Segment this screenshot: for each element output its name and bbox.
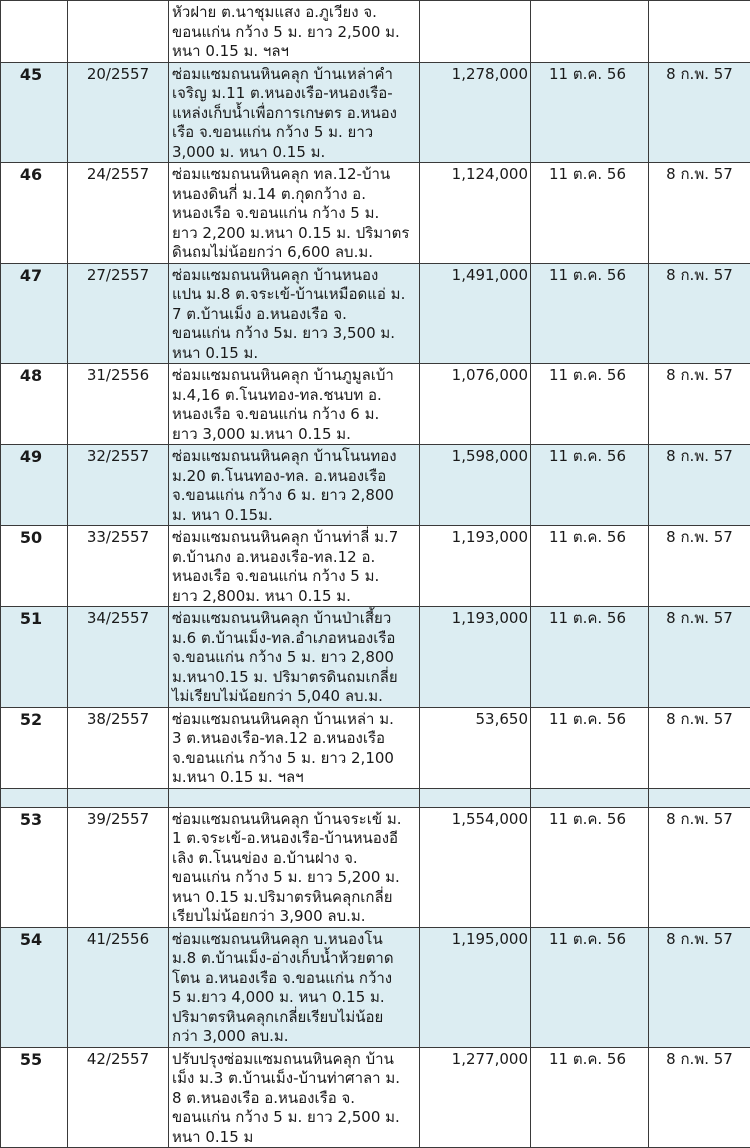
row-number: 45 <box>1 62 68 163</box>
start-date: 11 ต.ค. 56 <box>531 62 649 163</box>
description-line: ขอนแก่น กว้าง 5 ม. ยาว 5,200 ม. <box>172 868 415 888</box>
description-line: หนา 0.15 ม.ปริมาตรหินคลุกเกลี่ย <box>172 888 415 908</box>
project-description <box>169 1047 420 1148</box>
budget-amount: 1,278,000 <box>420 62 531 163</box>
description-line: ซ่อมแซมถนนหินคลุก บ้านภูมูลเบ้า <box>172 366 415 386</box>
description-line: ไม่เรียบไม่น้อยกว่า 5,040 ลบ.ม. <box>172 687 415 707</box>
description-line: จ.ขอนแก่น กว้าง 5 ม. ยาว 2,800 <box>172 648 415 668</box>
description-line: ขอนแก่น กว้าง 5ม. ยาว 3,500 ม. <box>172 324 415 344</box>
contract-number: 20/2557 <box>68 62 169 163</box>
description-line: เม็ง ม.3 ต.บ้านเม็ง-บ้านท่าศาลา ม. <box>172 1069 415 1089</box>
description-line: เรือ จ.ขอนแก่น กว้าง 5 ม. ยาว <box>172 123 415 143</box>
table-body <box>1 1 750 1148</box>
project-description <box>169 927 420 1047</box>
description-line: ม.6 ต.บ้านเม็ง-ทล.อำเภอหนองเรือ <box>172 629 415 649</box>
project-description <box>169 607 420 708</box>
description-line: จ.ขอนแก่น กว้าง 6 ม. ยาว 2,800 <box>172 486 415 506</box>
description-line: เรียบไม่น้อยกว่า 3,900 ลบ.ม. <box>172 907 415 927</box>
description-line: 1 ต.จระเข้-อ.หนองเรือ-บ้านหนองอี <box>172 829 415 849</box>
description-line: หนองเรือ จ.ขอนแก่น กว้าง 6 ม. <box>172 405 415 425</box>
budget-amount: 1,193,000 <box>420 607 531 708</box>
row-number: 55 <box>1 1047 68 1148</box>
contract-number: 31/2556 <box>68 364 169 445</box>
description-line: แหล่งเก็บน้ำเพื่อการเกษตร อ.หนอง <box>172 104 415 124</box>
table-row-spacer <box>1 788 750 807</box>
description-line: 8 ต.หนองเรือ อ.หนองเรือ จ. <box>172 1089 415 1109</box>
start-date: 11 ต.ค. 56 <box>531 364 649 445</box>
description-line: ซ่อมแซมถนนหินคลุก บ้านโนนทอง <box>172 447 415 467</box>
table-row <box>1 263 750 364</box>
description-line: ม.8 ต.บ้านเม็ง-อ่างเก็บน้ำห้วยตาด <box>172 949 415 969</box>
start-date: 11 ต.ค. 56 <box>531 263 649 364</box>
project-description <box>169 62 420 163</box>
end-date: 8 ก.พ. 57 <box>649 62 750 163</box>
row-number <box>1 1 68 63</box>
end-date: 8 ก.พ. 57 <box>649 163 750 264</box>
description-line: ม.หนา 0.15 ม. ฯลฯ <box>172 768 415 788</box>
budget-amount: 1,193,000 <box>420 526 531 607</box>
budget-amount <box>420 788 531 807</box>
description-line: แปน ม.8 ต.จระเข้-บ้านเหมือดแอ่ ม. <box>172 285 415 305</box>
table-row <box>1 62 750 163</box>
contract-number: 27/2557 <box>68 263 169 364</box>
description-line: 3 ต.หนองเรือ-ทล.12 อ.หนองเรือ <box>172 729 415 749</box>
project-description <box>169 1 420 63</box>
contract-number: 24/2557 <box>68 163 169 264</box>
project-description <box>169 807 420 927</box>
budget-amount: 1,076,000 <box>420 364 531 445</box>
description-line: ม.หนา0.15 ม. ปริมาตรดินถมเกลี่ย <box>172 668 415 688</box>
description-line: 5 ม.ยาว 4,000 ม. หนา 0.15 ม. <box>172 988 415 1008</box>
description-line: ยาว 2,200 ม.หนา 0.15 ม. ปริมาตร <box>172 224 415 244</box>
project-description <box>169 788 420 807</box>
description-line: หนองเรือ จ.ขอนแก่น กว้าง 5 ม. <box>172 567 415 587</box>
description-line: หัวฝาย ต.นาชุมแสง อ.ภูเวียง จ. <box>172 3 415 23</box>
description-line: 3,000 ม. หนา 0.15 ม. <box>172 143 415 163</box>
row-number: 51 <box>1 607 68 708</box>
contract-number: 39/2557 <box>68 807 169 927</box>
end-date: 8 ก.พ. 57 <box>649 707 750 788</box>
budget-amount: 1,554,000 <box>420 807 531 927</box>
end-date: 8 ก.พ. 57 <box>649 927 750 1047</box>
row-number: 52 <box>1 707 68 788</box>
description-line: ซ่อมแซมถนนหินคลุก บ.หนองโน <box>172 930 415 950</box>
end-date: 8 ก.พ. 57 <box>649 607 750 708</box>
description-line: หนองดินกี่ ม.14 ต.กุดกว้าง อ. <box>172 185 415 205</box>
description-line: ม. หนา 0.15ม. <box>172 506 415 526</box>
contract-number: 38/2557 <box>68 707 169 788</box>
contract-number: 34/2557 <box>68 607 169 708</box>
budget-amount: 1,124,000 <box>420 163 531 264</box>
description-line: ม.20 ต.โนนทอง-ทล. อ.หนองเรือ <box>172 467 415 487</box>
start-date: 11 ต.ค. 56 <box>531 927 649 1047</box>
start-date: 11 ต.ค. 56 <box>531 526 649 607</box>
contract-number: 32/2557 <box>68 445 169 526</box>
table-row <box>1 163 750 264</box>
description-line: ปรับปรุงซ่อมแซมถนนหินคลุก บ้าน <box>172 1050 415 1070</box>
row-number: 46 <box>1 163 68 264</box>
table-row-spacer <box>1 1 750 63</box>
start-date <box>531 788 649 807</box>
contract-number: 33/2557 <box>68 526 169 607</box>
table-row <box>1 807 750 927</box>
description-line: ขอนแก่น กว้าง 5 ม. ยาว 2,500 ม. <box>172 23 415 43</box>
project-description <box>169 445 420 526</box>
start-date: 11 ต.ค. 56 <box>531 807 649 927</box>
description-line: ขอนแก่น กว้าง 5 ม. ยาว 2,500 ม. <box>172 1108 415 1128</box>
description-line: หนองเรือ จ.ขอนแก่น กว้าง 5 ม. <box>172 204 415 224</box>
row-number: 53 <box>1 807 68 927</box>
description-line: ซ่อมแซมถนนหินคลุก บ้านจระเข้ ม. <box>172 810 415 830</box>
description-line: 7 ต.บ้านเม็ง อ.หนองเรือ จ. <box>172 305 415 325</box>
end-date: 8 ก.พ. 57 <box>649 364 750 445</box>
description-line: ซ่อมแซมถนนหินคลุก บ้านเหล่าคำ <box>172 65 415 85</box>
description-line: ซ่อมแซมถนนหินคลุก บ้านป่าเสี้ยว <box>172 609 415 629</box>
row-number: 49 <box>1 445 68 526</box>
row-number: 54 <box>1 927 68 1047</box>
end-date: 8 ก.พ. 57 <box>649 526 750 607</box>
description-line: ซ่อมแซมถนนหินคลุก บ้านหนอง <box>172 266 415 286</box>
start-date: 11 ต.ค. 56 <box>531 1047 649 1148</box>
description-line: หนา 0.15 ม. <box>172 344 415 364</box>
description-line: ยาว 2,800ม. หนา 0.15 ม. <box>172 587 415 607</box>
contract-number <box>68 1 169 63</box>
project-description <box>169 364 420 445</box>
description-line: เจริญ ม.11 ต.หนองเรือ-หนองเรือ- <box>172 84 415 104</box>
project-description <box>169 163 420 264</box>
end-date: 8 ก.พ. 57 <box>649 263 750 364</box>
description-line: ซ่อมแซมถนนหินคลุก บ้านเหล่า ม. <box>172 710 415 730</box>
project-description <box>169 707 420 788</box>
budget-amount: 1,491,000 <box>420 263 531 364</box>
budget-amount <box>420 1 531 63</box>
description-line: กว่า 3,000 ลบ.ม. <box>172 1027 415 1047</box>
table-row <box>1 1047 750 1148</box>
description-line: ปริมาตรหินคลุกเกลี่ยเรียบไม่น้อย <box>172 1008 415 1028</box>
description-line: ซ่อมแซมถนนหินคลุก บ้านท่าลี่ ม.7 <box>172 528 415 548</box>
row-number: 48 <box>1 364 68 445</box>
table-row <box>1 526 750 607</box>
end-date: 8 ก.พ. 57 <box>649 807 750 927</box>
start-date: 11 ต.ค. 56 <box>531 163 649 264</box>
table-row <box>1 707 750 788</box>
description-line: หนา 0.15 ม <box>172 1128 415 1148</box>
start-date: 11 ต.ค. 56 <box>531 445 649 526</box>
project-description <box>169 263 420 364</box>
project-description <box>169 526 420 607</box>
contract-number <box>68 788 169 807</box>
row-number <box>1 788 68 807</box>
contract-number: 42/2557 <box>68 1047 169 1148</box>
description-line: ม.4,16 ต.โนนทอง-ทล.ชนบท อ. <box>172 386 415 406</box>
contract-number: 41/2556 <box>68 927 169 1047</box>
description-line: โตน อ.หนองเรือ จ.ขอนแก่น กว้าง <box>172 969 415 989</box>
description-line: ยาว 3,000 ม.หนา 0.15 ม. <box>172 425 415 445</box>
description-line: หนา 0.15 ม. ฯลฯ <box>172 42 415 62</box>
budget-amount: 1,195,000 <box>420 927 531 1047</box>
row-number: 47 <box>1 263 68 364</box>
start-date <box>531 1 649 63</box>
table-row <box>1 364 750 445</box>
end-date: 8 ก.พ. 57 <box>649 445 750 526</box>
description-line: เลิง ต.โนนข่อง อ.บ้านฝาง จ. <box>172 849 415 869</box>
description-line: ดินถมไม่น้อยกว่า 6,600 ลบ.ม. <box>172 243 415 263</box>
budget-amount: 1,598,000 <box>420 445 531 526</box>
description-line: จ.ขอนแก่น กว้าง 5 ม. ยาว 2,100 <box>172 749 415 769</box>
end-date <box>649 1 750 63</box>
budget-amount: 1,277,000 <box>420 1047 531 1148</box>
description-line: ซ่อมแซมถนนหินคลุก ทล.12-บ้าน <box>172 165 415 185</box>
row-number: 50 <box>1 526 68 607</box>
end-date <box>649 788 750 807</box>
budget-amount: 53,650 <box>420 707 531 788</box>
table-row <box>1 927 750 1047</box>
table-row <box>1 607 750 708</box>
start-date: 11 ต.ค. 56 <box>531 707 649 788</box>
end-date: 8 ก.พ. 57 <box>649 1047 750 1148</box>
table-row <box>1 445 750 526</box>
description-line: ต.บ้านกง อ.หนองเรือ-ทล.12 อ. <box>172 548 415 568</box>
start-date: 11 ต.ค. 56 <box>531 607 649 708</box>
